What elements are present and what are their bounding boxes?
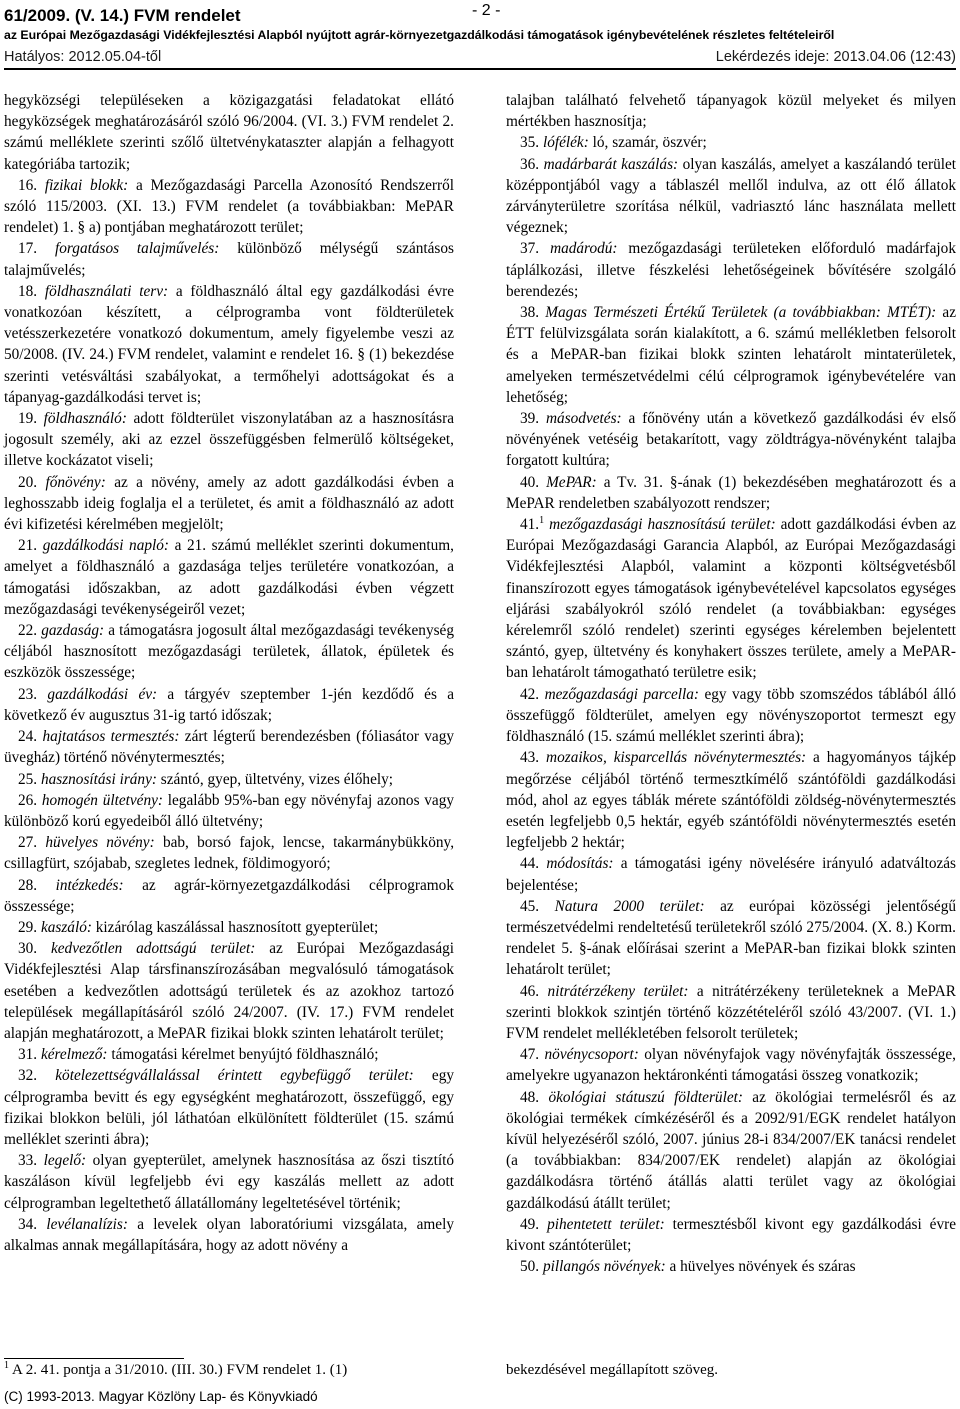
definition-number: 40.: [520, 473, 540, 491]
document-title: 61/2009. (V. 14.) FVM rendelet: [4, 6, 241, 25]
definition-item: [506, 472, 956, 514]
definition-item: [506, 302, 956, 408]
definition-text: az agrár-környezetgazdálkodási célprogramok összessége;: [4, 876, 454, 915]
definition-item: [4, 238, 454, 280]
definition-number: 37.: [520, 240, 540, 258]
definition-text: a támogatási igény növelésére irányuló adatváltozás bejelentése;: [506, 855, 956, 894]
definition-number: 23.: [18, 685, 38, 703]
definition-term: legelő:: [43, 1152, 87, 1170]
definition-text: a levelek olyan laboratóriumi vizsgálata, amely alkalmas annak megállapítására, hogy az adott növény a: [4, 1215, 454, 1254]
definition-term: MePAR:: [546, 473, 597, 491]
definition-term: kaszáló:: [40, 918, 92, 936]
definition-number: 35.: [520, 134, 540, 152]
definition-term: mozaikos, kisparcellás növénytermesztés:: [546, 749, 807, 767]
query-time: Lekérdezés ideje: 2013.04.06 (12:43): [715, 49, 956, 65]
definition-text: a hagyományos tájkép megőrzése céljából történő termesztkímélő szántóföldi gazdálkodási mód, ahol az egyes táblák mérete szántóföldi zöldség-növénytermesztés esetén legfeljebb 0,5 hektár, egyéb szántóföldi növénytermesztés esetén legfeljebb 2 hektár;: [506, 749, 957, 852]
definition-item: [506, 132, 956, 153]
definition-term: forgatásos talajművelés:: [55, 240, 220, 258]
definition-number: 44.: [520, 855, 540, 873]
definition-text: a Mezőgazdasági Parcella Azonosító Rendszerről szóló 115/2003. (XI. 13.) FVM rendelet (a továbbiakban: MePAR rendelet) 1. § a) pontjában meghatározott terület;: [4, 176, 454, 237]
definition-term: főnövény:: [45, 473, 106, 491]
definition-number: 29.: [18, 918, 38, 936]
definition-item: [506, 1256, 956, 1277]
definition-number: 24.: [18, 728, 38, 746]
definition-term: mezőgazdasági hasznosítású terület:: [549, 516, 776, 534]
definition-term: intézkedés:: [55, 876, 124, 894]
definition-item: [506, 1214, 956, 1256]
definition-number: 36.: [520, 155, 540, 173]
definition-text: talajban található felvehető tápanyagok közül melyeket és milyen mértékben hasznosítja;: [506, 92, 956, 131]
definition-item: [4, 175, 454, 239]
definition-text: az ÉTT felülvizsgálata során kialakított, a 6. számú mellékletben felsorolt és a MePAR-ban fizikai blokk szinten lehatárolt mintaterületek, amelyeken természetvédelmi célú célprogramok igénybevételére van lehetőség;: [506, 304, 956, 406]
footnote-reference: 1: [539, 514, 545, 526]
definition-item: [4, 1044, 454, 1065]
definition-term: mezőgazdasági parcella:: [544, 685, 700, 703]
definition-item: [4, 1214, 454, 1256]
left-column: [4, 90, 454, 1256]
definition-term: pihentetett terület:: [547, 1215, 665, 1233]
definition-number: 28.: [18, 876, 38, 894]
definition-term: pillangós növények:: [542, 1258, 666, 1276]
definition-term: gazdaság:: [41, 622, 105, 640]
definition-number: 33.: [18, 1152, 38, 1170]
definition-text: zárt légterű berendezésben (fóliasátor vagy üvegház) történő növénytermesztés;: [4, 728, 455, 767]
effective-date: Hatályos: 2012.05.04-től: [4, 49, 162, 65]
definition-text: a hüvelyes növények és száras: [669, 1258, 856, 1276]
definition-text: a 21. számú melléklet szerinti dokumentum, amelyet a földhasználó a gazdasága teljes területére vonatkozóan, a támogatási időszakban, az adott gazdálkodási évben végzett mezőgazdasági tevékenységeiről vezet;: [4, 537, 454, 618]
definition-item: [4, 408, 454, 472]
definition-term: földhasználati terv:: [44, 282, 169, 300]
definition-text: bab, borsó fajok, lencse, takarmánybükköny, csillagfürt, szójabab, szegletes lednek, földimogyoró;: [4, 834, 455, 873]
definition-item: [506, 981, 956, 1045]
definition-item: [506, 238, 956, 302]
definition-item: [506, 747, 956, 853]
definition-number: 32.: [18, 1067, 38, 1085]
definition-item: [4, 726, 454, 768]
definition-text: támogatási kérelmet benyújtó földhasználó;: [111, 1046, 379, 1064]
definition-item: [4, 535, 454, 620]
definition-item: [4, 472, 454, 536]
definition-text: mezőgazdasági területeken előforduló madárfajok táplálkozási, illetve fészkelési lehetőségeinek bővítésére szolgáló berendezés;: [506, 240, 956, 300]
footnote-marker: 1: [4, 1360, 9, 1371]
definition-item: [4, 875, 454, 917]
definition-term: ökológiai státuszú földterület:: [548, 1088, 743, 1106]
definition-term: fizikai blokk:: [44, 176, 129, 194]
definition-term: hüvelyes növény:: [45, 834, 155, 852]
definition-term: lófélék:: [542, 134, 589, 152]
definition-term: levélanalízis:: [46, 1215, 128, 1233]
definition-text: hegyközségi településeken a közigazgatási feladatokat ellátó hegyközségek meghatározásáról szóló 96/2004. (VI. 3.) FVM rendelet 2. számú melléklete szerinti szőlő ültetvénykataszter alapján a felhagyott kategóriába tartozik;: [4, 92, 454, 173]
definition-term: Natura 2000 terület:: [554, 897, 705, 915]
definition-item: [4, 917, 454, 938]
footnote-text: A 2. 41. pontja a 31/2010. (III. 30.) FVM rendelet 1. (1): [11, 1362, 348, 1378]
definition-term: madárodú:: [550, 240, 618, 258]
definition-term: madárbarát kaszálás:: [543, 155, 679, 173]
right-column: [506, 90, 956, 1277]
definition-item: [506, 154, 956, 239]
definition-item: [506, 896, 956, 981]
definition-number: 25.: [18, 770, 38, 788]
definition-number: 17.: [18, 240, 38, 258]
definition-item: [506, 408, 956, 472]
definition-text: olyan gyepterület, amelynek hasznosítása az őszi tisztító kaszáláson kívül legfeljebb évi egy kaszálás mellett az adott célprogramban legeltethető állatállomány legeltetésével történik;: [4, 1152, 454, 1212]
page-number: - 2 -: [472, 2, 501, 19]
footnote-continuation: bekezdésével megállapított szöveg.: [506, 1362, 718, 1378]
definition-text: a támogatásra jogosult által mezőgazdasági tevékenység céljából hasznosított mezőgazdasági területek, állatok, épületek és eszközök összessége;: [4, 622, 454, 682]
definition-term: másodvetés:: [546, 410, 622, 428]
definition-term: gazdálkodási év:: [47, 685, 158, 703]
definition-number: 20.: [18, 473, 38, 491]
definition-term: kérelmező:: [40, 1046, 108, 1064]
definition-text: egy célprogramba bevitt és egy egységként meghatározott, összefüggő, egy fizikai blokkon belüli, jól láthatóan elkülönített földterület (15. számú melléklet szerinti ábra);: [4, 1067, 454, 1148]
footnote-divider: [4, 1358, 184, 1359]
definition-item: [506, 853, 956, 895]
definition-text: termesztésből kivont egy gazdálkodási évre kivont szántóterület;: [506, 1215, 956, 1254]
definition-term: hasznosítási irány:: [40, 770, 157, 788]
definition-text: adott gazdálkodási évben az Európai Mezőgazdasági Garancia Alapból, az Európai Mezőgazdasági Vidékfejlesztési Alapból, valamint a központi költségvetésből finanszírozott egyes támogatások igénybevételével kapcsolatos egységes eljárási szabályokról szóló rendelet (a továbbiakban: egységes kérelemről szóló rendelet) szerinti egységes kérelemben bejelentett szántó, gyep, ültetvény és konyhakert összes területe, amely a MePAR-ban lehatárolt támogatható területre esik;: [506, 516, 957, 682]
definition-number: 26.: [18, 791, 38, 809]
definition-number: 30.: [18, 940, 38, 958]
definition-item: [506, 1087, 956, 1214]
definition-text: legalább 95%-ban egy növényfaj azonos vagy különböző korú egyedeiből álló ültetvény;: [4, 791, 455, 830]
definition-text: a földhasználó által egy gazdálkodási évre vonatkozóan készített, a célprogramba vont földterületek vetésszerkezetére vonatkozó dokumentum, amely figyelembe veszi az 50/2008. (IV. 24.) FVM rendelet, valamint e rendelet 16. § (1) bekezdése szerinti vetésváltási szabályokat, a termőhelyi adottságokat és a tápanyag-gazdálkodási tervet is;: [4, 282, 454, 406]
definition-term: homogén ültetvény:: [41, 791, 164, 809]
definition-term: hajtatásos termesztés:: [42, 728, 180, 746]
definition-item: [506, 684, 956, 748]
definition-text: az ökológiai termelésről és az ökológiai termékek címkézéséről és a 2092/91/EGK rendelet hatályon kívül helyezéséről szóló, 2007. június 28-i 834/2007/EK tanácsi rendelet (a továbbiakban: 834/2007/EK rendelet) alapján az ökológiai gazdálkodásra történő átállás alatti terület vagy az ökológiai gazdálkodású átállt terület;: [506, 1088, 956, 1212]
definition-term: földhasználó:: [43, 410, 127, 428]
definition-item: [4, 620, 454, 684]
definition-term: kedvezőtlen adottságú terület:: [50, 940, 256, 958]
definition-item: [4, 684, 454, 726]
definition-text: különböző mélységű szántásos talajművelés;: [4, 240, 454, 279]
definition-number: 21.: [18, 537, 38, 555]
document-subtitle: az Európai Mezőgazdasági Vidékfejlesztési Alapból nyújtott agrár-környezetgazdálkodási támogatások igénybevételének részletes feltételeiről: [4, 28, 835, 42]
definition-item: [4, 769, 454, 790]
definition-text: az Európai Mezőgazdasági Vidékfejlesztési Alap társfinanszírozásában megvalósuló támogatások esetében a kedvezőtlen adottságú területek és az azokhoz tartozó települések megállapításáról szóló 24/2007. (IV. 17.) FVM rendelet alapján meghatározott, a MePAR fizikai blokk szinten lehatárolt terület;: [4, 940, 455, 1042]
definition-item: [506, 90, 956, 132]
definition-item: [506, 1044, 956, 1086]
definition-number: 47.: [520, 1046, 540, 1064]
definition-text: olyan növényfajok vagy növényfajták összessége, amelyekre ugyanazon hektáronkénti támogatási összeg vonatkozik;: [506, 1046, 956, 1085]
definition-number: 46.: [520, 982, 540, 1000]
document-header: [4, 2, 956, 70]
definition-item: [4, 1065, 454, 1150]
definition-number: 41.: [520, 516, 540, 534]
definition-item: [4, 832, 454, 874]
definition-number: 39.: [520, 410, 540, 428]
definition-number: 19.: [18, 410, 38, 428]
definition-number: 48.: [520, 1088, 540, 1106]
definition-text: a Tv. 31. §-ának (1) bekezdésében meghatározott és a MePAR rendeletben szabályozott rendszer;: [506, 473, 957, 512]
definition-item: [4, 281, 454, 408]
definition-number: 18.: [18, 282, 38, 300]
definition-text: szántó, gyep, ültetvény, vizes élőhely;: [160, 770, 394, 788]
definition-term: kötelezettségvállalással érintett egybefüggő terület:: [55, 1067, 414, 1085]
definition-term: módosítás:: [546, 855, 614, 873]
definition-term: gazdálkodási napló:: [42, 537, 169, 555]
definition-text: a nitrátérzékeny területeknek a MePAR szerinti blokkok szintjén történő közzétételéről szóló 43/2007. (VI. 1.) FVM rendelet mellékletében felsorolt területek;: [506, 982, 956, 1042]
definition-number: 42.: [520, 685, 540, 703]
definition-number: 31.: [18, 1046, 38, 1064]
definition-item: [4, 1150, 454, 1214]
definition-text: olyan kaszálás, amelyet a kaszálandó terület középpontjából vagy a táblaszél mellől indulva, az ott élő állatok zárványterületre szorítása nélkül, vadriasztó lánc használata mellett végeznek;: [506, 155, 957, 237]
definition-term: növénycsoport:: [544, 1046, 639, 1064]
definition-item: [506, 514, 956, 684]
definition-item: [4, 90, 454, 175]
definition-number: 22.: [18, 622, 38, 640]
definition-number: 43.: [520, 749, 540, 767]
definition-text: adott földterület viszonylatában az a hasznosításra jogosult személy, aki az ezzel összefüggésben felmerülő költségeket, illetve kockázatot viseli;: [4, 410, 454, 470]
definition-number: 38.: [520, 304, 540, 322]
definition-text: ló, szamár, öszvér;: [592, 134, 707, 152]
definition-term: nitrátérzékeny terület:: [547, 982, 689, 1000]
definition-text: kizárólag kaszálással hasznosított gyepterület;: [95, 918, 379, 936]
definition-item: [4, 938, 454, 1044]
definition-text: az a növény, amely az adott gazdálkodási évben a leghosszabb ideig foglalja el a területet, és amit a földhasználó az adott évi kifizetési kérelmében megjelölt;: [4, 473, 455, 534]
footnote: [4, 1362, 347, 1379]
definition-text: a főnövény után a következő gazdálkodási év első növényének vetéséig betakarított, vagy zöldtrágya-növényként talajba forgatott kultúra;: [506, 410, 957, 470]
definition-text: az európai közösségi jelentőségű természetvédelmi rendeltetésű területekről szóló 275/2004. (X. 8.) Korm. rendelet 5. §-ának előírásai szerint a MePAR-ban fizikai blokk szinten lehatárolt terület;: [506, 897, 956, 979]
definition-term: Magas Természeti Értékű Területek (a továbbiakban: MTÉT):: [545, 304, 937, 322]
definition-number: 34.: [18, 1215, 38, 1233]
definition-number: 49.: [520, 1215, 540, 1233]
definition-text: a tárgyév szeptember 1-jén kezdődő és a következő év augusztus 31-ig tartó időszak;: [4, 685, 454, 724]
definition-number: 16.: [18, 176, 38, 194]
definition-item: [4, 790, 454, 832]
definition-number: 27.: [18, 834, 38, 852]
copyright-notice: (C) 1993-2013. Magyar Közlöny Lap- és Könyvkiadó: [4, 1389, 318, 1404]
definition-number: 45.: [520, 897, 540, 915]
definition-number: 50.: [520, 1258, 540, 1276]
definition-text: egy vagy több szomszédos táblából álló összefüggő földterület, amelyen egy növényszoportot termeszt egy földhasználó (15. számú melléklet szerinti ábra);: [506, 685, 957, 746]
